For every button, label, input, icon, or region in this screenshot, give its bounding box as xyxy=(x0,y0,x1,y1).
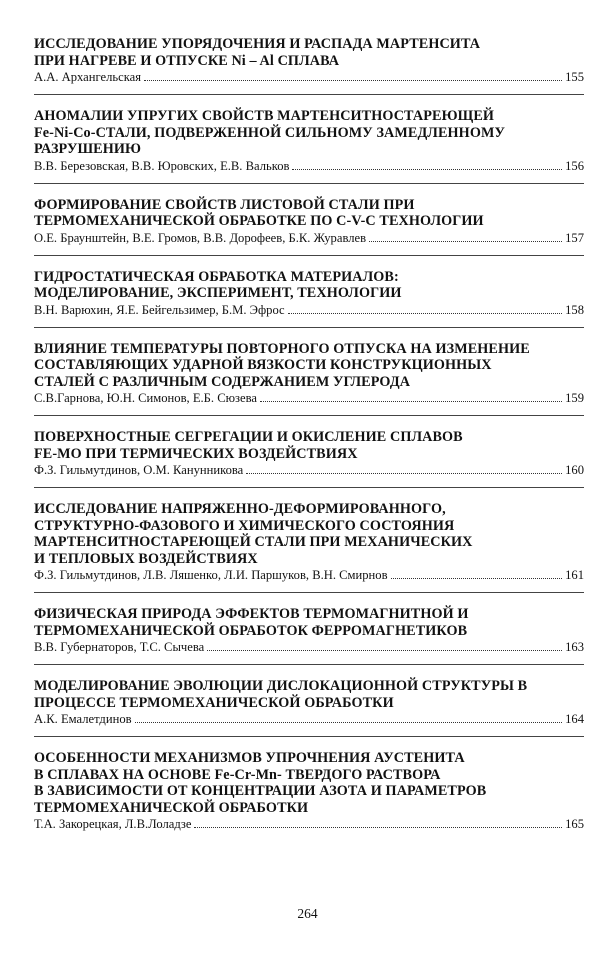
dot-leader xyxy=(144,79,562,81)
entry-divider xyxy=(34,487,584,488)
entry-page-number: 155 xyxy=(565,70,584,84)
entry-page-number: 157 xyxy=(565,230,584,245)
entry-authors: О.Е. Браунштейн, В.Е. Громов, В.В. Дорофеев, Б.К. Журавлев xyxy=(34,230,367,245)
entry-authors-row xyxy=(34,711,584,727)
entry-title-line: СТРУКТУРНО-ФАЗОВОГО И ХИМИЧЕСКОГО СОСТОЯНИЯ xyxy=(34,517,455,534)
entry-divider xyxy=(34,736,584,737)
entry-authors: А.А. Архангельская xyxy=(34,70,142,84)
toc-entry xyxy=(34,36,584,85)
entry-title-line: ТЕРМОМЕХАНИЧЕСКОЙ ОБРАБОТОК ФЕРРОМАГНЕТИКОВ xyxy=(34,622,468,639)
entry-authors-row xyxy=(34,639,584,655)
entry-authors-row xyxy=(34,816,584,832)
dot-leader xyxy=(391,577,563,579)
entry-authors: А.К. Емалетдинов xyxy=(34,712,132,726)
entry-title-line: ГИДРОСТАТИЧЕСКАЯ ОБРАБОТКА МАТЕРИАЛОВ: xyxy=(34,268,399,285)
dot-leader xyxy=(135,721,563,723)
dot-leader xyxy=(369,240,562,242)
dot-leader xyxy=(292,168,562,170)
entry-authors: В.В. Березовская, В.В. Юровских, Е.В. Вальков xyxy=(34,158,290,173)
entry-authors: С.В.Гарнова, Ю.Н. Симонов, Е.Б. Сюзева xyxy=(34,391,257,405)
entry-title-line: МОДЕЛИРОВАНИЕ ЭВОЛЮЦИИ ДИСЛОКАЦИОННОЙ СТРУКТУРЫ В xyxy=(34,678,528,694)
entry-title-line: СТАЛЕЙ С РАЗЛИЧНЫМ СОДЕРЖАНИЕМ УГЛЕРОДА xyxy=(34,373,411,390)
entry-authors: В.Н. Варюхин, Я.Е. Бейгельзимер, Б.М. Эфрос xyxy=(34,302,285,317)
toc-entry xyxy=(34,501,584,583)
dot-leader xyxy=(288,312,562,314)
entry-title-line: ПРИ НАГРЕВЕ И ОТПУСКЕ Ni – Al СПЛАВА xyxy=(34,52,340,69)
entry-title-line: И ТЕПЛОВЫХ ВОЗДЕЙСТВИЯХ xyxy=(34,550,258,567)
toc-entry xyxy=(34,269,584,318)
entry-title-line: ТЕРМОМЕХАНИЧЕСКОЙ ОБРАБОТКЕ ПО C-V-C ТЕХНОЛОГИИ xyxy=(34,213,484,229)
entry-page-number: 164 xyxy=(565,712,584,726)
dot-leader xyxy=(260,400,562,402)
entry-title-line: ПРОЦЕССЕ ТЕРМОМЕХАНИЧЕСКОЙ ОБРАБОТКИ xyxy=(34,694,394,711)
toc-entry xyxy=(34,429,584,478)
entry-page-number: 158 xyxy=(565,302,584,317)
entry-title-line: ИССЛЕДОВАНИЕ НАПРЯЖЕННО-ДЕФОРМИРОВАННОГО, xyxy=(34,501,446,517)
entry-authors-row xyxy=(34,302,584,318)
entry-divider xyxy=(34,94,584,95)
entry-authors: В.В. Губернаторов, Т.С. Сычева xyxy=(34,640,205,654)
toc-entry xyxy=(34,678,584,727)
entry-divider xyxy=(34,183,584,184)
entry-authors: Ф.З. Гильмутдинов, Л.В. Ляшенко, Л.И. Паршуков, В.Н. Смирнов xyxy=(34,568,388,582)
entry-title-line: Fe-Ni-Co-СТАЛИ, ПОДВЕРЖЕННОЙ СИЛЬНОМУ ЗАМЕДЛЕННОМУ xyxy=(34,124,505,141)
entry-title-line: МОДЕЛИРОВАНИЕ, ЭКСПЕРИМЕНТ, ТЕХНОЛОГИИ xyxy=(34,285,402,301)
page-number: 264 xyxy=(297,906,318,921)
dot-leader xyxy=(246,472,562,474)
toc-entry xyxy=(34,750,584,832)
entry-authors-row xyxy=(34,230,584,246)
entry-title-line: ФОРМИРОВАНИЕ СВОЙСТВ ЛИСТОВОЙ СТАЛИ ПРИ xyxy=(34,196,415,213)
dot-leader xyxy=(207,649,562,651)
entry-title-line: РАЗРУШЕНИЮ xyxy=(34,141,142,157)
entry-title-line: ТЕРМОМЕХАНИЧЕСКОЙ ОБРАБОТКИ xyxy=(34,799,309,816)
entry-page-number: 160 xyxy=(565,463,584,477)
entry-title-line: ВЛИЯНИЕ ТЕМПЕРАТУРЫ ПОВТОРНОГО ОТПУСКА НА ИЗМЕНЕНИЕ xyxy=(34,340,530,357)
entry-page-number: 163 xyxy=(565,640,584,654)
entry-authors-row xyxy=(34,69,584,85)
entry-authors-row xyxy=(34,390,584,406)
entry-divider xyxy=(34,592,584,593)
entry-page-number: 159 xyxy=(565,391,584,405)
toc-entry xyxy=(34,341,584,407)
entry-title-line: В СПЛАВАХ НА ОСНОВЕ Fe-Cr-Mn- ТВЕРДОГО РАСТВОРА xyxy=(34,766,441,783)
entry-authors-row xyxy=(34,158,584,174)
entry-authors-row xyxy=(34,567,584,583)
toc-entry xyxy=(34,606,584,655)
entry-title-line: ИССЛЕДОВАНИЕ УПОРЯДОЧЕНИЯ И РАСПАДА МАРТЕНСИТА xyxy=(34,36,481,52)
table-of-contents xyxy=(34,36,584,832)
entry-authors: Т.А. Закорецкая, Л.В.Лоладзе xyxy=(34,817,192,831)
entry-authors-row xyxy=(34,462,584,478)
entry-title-line: ПОВЕРХНОСТНЫЕ СЕГРЕГАЦИИ И ОКИСЛЕНИЕ СПЛАВОВ xyxy=(34,429,463,445)
entry-divider xyxy=(34,664,584,665)
entry-divider xyxy=(34,415,584,416)
entry-page-number: 165 xyxy=(565,817,584,831)
entry-divider xyxy=(34,327,584,328)
entry-title-line: ОСОБЕННОСТИ МЕХАНИЗМОВ УПРОЧНЕНИЯ АУСТЕНИТА xyxy=(34,750,465,766)
entry-title-line: АНОМАЛИИ УПРУГИХ СВОЙСТВ МАРТЕНСИТНОСТАРЕЮЩЕЙ xyxy=(34,108,495,124)
entry-divider xyxy=(34,255,584,256)
toc-entry xyxy=(34,197,584,246)
entry-title-line: FE-MO ПРИ ТЕРМИЧЕСКИХ ВОЗДЕЙСТВИЯХ xyxy=(34,445,358,462)
entry-title-line: ФИЗИЧЕСКАЯ ПРИРОДА ЭФФЕКТОВ ТЕРМОМАГНИТНОЙ И xyxy=(34,606,469,622)
dot-leader xyxy=(194,826,562,828)
entry-title-line: МАРТЕНСИТНОСТАРЕЮЩЕЙ СТАЛИ ПРИ МЕХАНИЧЕСКИХ xyxy=(34,534,473,550)
entry-title-line: В ЗАВИСИМОСТИ ОТ КОНЦЕНТРАЦИИ АЗОТА И ПАРАМЕТРОВ xyxy=(34,783,487,799)
entry-page-number: 161 xyxy=(565,568,584,582)
entry-page-number: 156 xyxy=(565,158,584,173)
toc-entry xyxy=(34,108,584,174)
entry-title-line: СОСТАВЛЯЮЩИХ УДАРНОЙ ВЯЗКОСТИ КОНСТРУКЦИОННЫХ xyxy=(34,357,492,373)
entry-authors: Ф.З. Гильмутдинов, О.М. Канунникова xyxy=(34,463,244,477)
